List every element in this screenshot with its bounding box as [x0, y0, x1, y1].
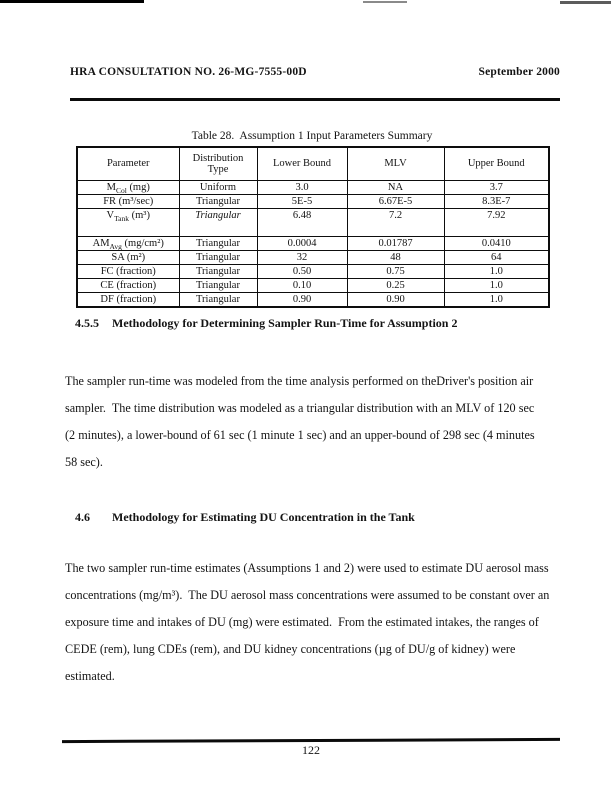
- scan-artifact-line: [363, 1, 407, 3]
- paragraph-du-concentration: [65, 555, 585, 690]
- table-row: [77, 265, 549, 279]
- table-row: [77, 237, 549, 251]
- section-heading-4-5-5: [75, 316, 457, 331]
- text-line: 58 sec).: [65, 455, 103, 469]
- distribution-cell: Triangular: [179, 265, 257, 279]
- table-row: [77, 195, 549, 209]
- column-header: Lower Bound: [257, 147, 347, 181]
- distribution-cell: Triangular: [179, 237, 257, 251]
- scan-artifact-line: [560, 1, 611, 4]
- text-line: sampler. The time distribution was modeled as a triangular distribution with an MLV of 120 sec: [65, 401, 535, 415]
- text-line: exposure time and intakes of DU (mg) were estimated. From the estimated intakes, the ranges of: [65, 615, 539, 629]
- column-header: MLV: [347, 147, 444, 181]
- table-row: [77, 209, 549, 237]
- section-title: Methodology for Determining Sampler Run-Time for Assumption 2: [112, 316, 458, 330]
- mlv-cell: 48: [347, 251, 444, 265]
- column-header: Distribution Type: [179, 147, 257, 181]
- distribution-cell: Triangular: [179, 279, 257, 293]
- lower-bound-cell: 0.10: [257, 279, 347, 293]
- header-rule: [70, 98, 560, 101]
- section-number: 4.5.5: [75, 316, 99, 330]
- column-header: Upper Bound: [444, 147, 549, 181]
- parameter-cell: FR (m³/sec): [77, 195, 179, 209]
- lower-bound-cell: 6.48: [257, 209, 347, 237]
- table-row: [77, 279, 549, 293]
- parameter-cell: $M_{Col}$ (mg): [77, 181, 179, 195]
- distribution-cell: Triangular: [179, 195, 257, 209]
- section-heading-4-6: [75, 510, 415, 525]
- upper-bound-cell: 8.3E-7: [444, 195, 549, 209]
- table-row: [77, 181, 549, 195]
- page-header: [70, 66, 560, 78]
- lower-bound-cell: 5E-5: [257, 195, 347, 209]
- text-line: estimated.: [65, 669, 115, 683]
- mlv-cell: 0.90: [347, 293, 444, 308]
- text-line: CEDE (rem), lung CDEs (rem), and DU kidney concentrations (µg of DU/g of kidney) were: [65, 642, 516, 656]
- distribution-cell: Triangular: [179, 251, 257, 265]
- upper-bound-cell: 1.0: [444, 293, 549, 308]
- text-line: (2 minutes), a lower-bound of 61 sec (1 minute 1 sec) and an upper-bound of 298 sec (4 minutes: [65, 428, 535, 442]
- upper-bound-cell: 7.92: [444, 209, 549, 237]
- section-title: Methodology for Estimating DU Concentration in the Tank: [112, 510, 415, 524]
- mlv-cell: 0.01787: [347, 237, 444, 251]
- parameters-table: [76, 146, 550, 308]
- table-row: [77, 293, 549, 308]
- upper-bound-cell: 64: [444, 251, 549, 265]
- mlv-cell: 0.75: [347, 265, 444, 279]
- lower-bound-cell: 0.50: [257, 265, 347, 279]
- scan-artifact-line: [0, 0, 144, 3]
- parameter-cell: CE (fraction): [77, 279, 179, 293]
- distribution-cell: Triangular: [179, 209, 257, 237]
- parameter-cell: FC (fraction): [77, 265, 179, 279]
- parameter-cell: $AM_{Avg}$ (mg/cm²): [77, 237, 179, 251]
- table-body: [77, 181, 549, 308]
- upper-bound-cell: 1.0: [444, 265, 549, 279]
- upper-bound-cell: 3.7: [444, 181, 549, 195]
- table-header-row: [77, 147, 549, 181]
- mlv-cell: NA: [347, 181, 444, 195]
- text-line: concentrations (mg/m³). The DU aerosol mass concentrations were assumed to be constant over an: [65, 588, 550, 602]
- table-title: Table 28. Assumption 1 Input Parameters Summary: [191, 130, 433, 142]
- mlv-cell: 7.2: [347, 209, 444, 237]
- text-line: The two sampler run-time estimates (Assumptions 1 and 2) were used to estimate DU aerosol mass: [65, 561, 549, 575]
- lower-bound-cell: 0.90: [257, 293, 347, 308]
- parameter-cell: $V_{Tank}$ (m³): [77, 209, 179, 237]
- distribution-cell: Triangular: [179, 293, 257, 308]
- parameter-cell: SA (m²): [77, 251, 179, 265]
- lower-bound-cell: 0.0004: [257, 237, 347, 251]
- mlv-cell: 6.67E-5: [347, 195, 444, 209]
- distribution-cell: Uniform: [179, 181, 257, 195]
- section-number: 4.6: [75, 510, 90, 524]
- upper-bound-cell: 1.0: [444, 279, 549, 293]
- document-id: HRA CONSULTATION NO. 26-MG-7555-00D: [70, 66, 307, 78]
- parameter-cell: DF (fraction): [77, 293, 179, 308]
- column-header: Parameter: [77, 147, 179, 181]
- upper-bound-cell: 0.0410: [444, 237, 549, 251]
- lower-bound-cell: 32: [257, 251, 347, 265]
- table-row: [77, 251, 549, 265]
- lower-bound-cell: 3.0: [257, 181, 347, 195]
- text-line: The sampler run-time was modeled from the time analysis performed on theDriver's position air: [65, 374, 534, 388]
- paragraph-sampler-runtime: [65, 368, 585, 476]
- document-date: September 2000: [478, 66, 560, 78]
- mlv-cell: 0.25: [347, 279, 444, 293]
- page-number: 122: [302, 743, 320, 757]
